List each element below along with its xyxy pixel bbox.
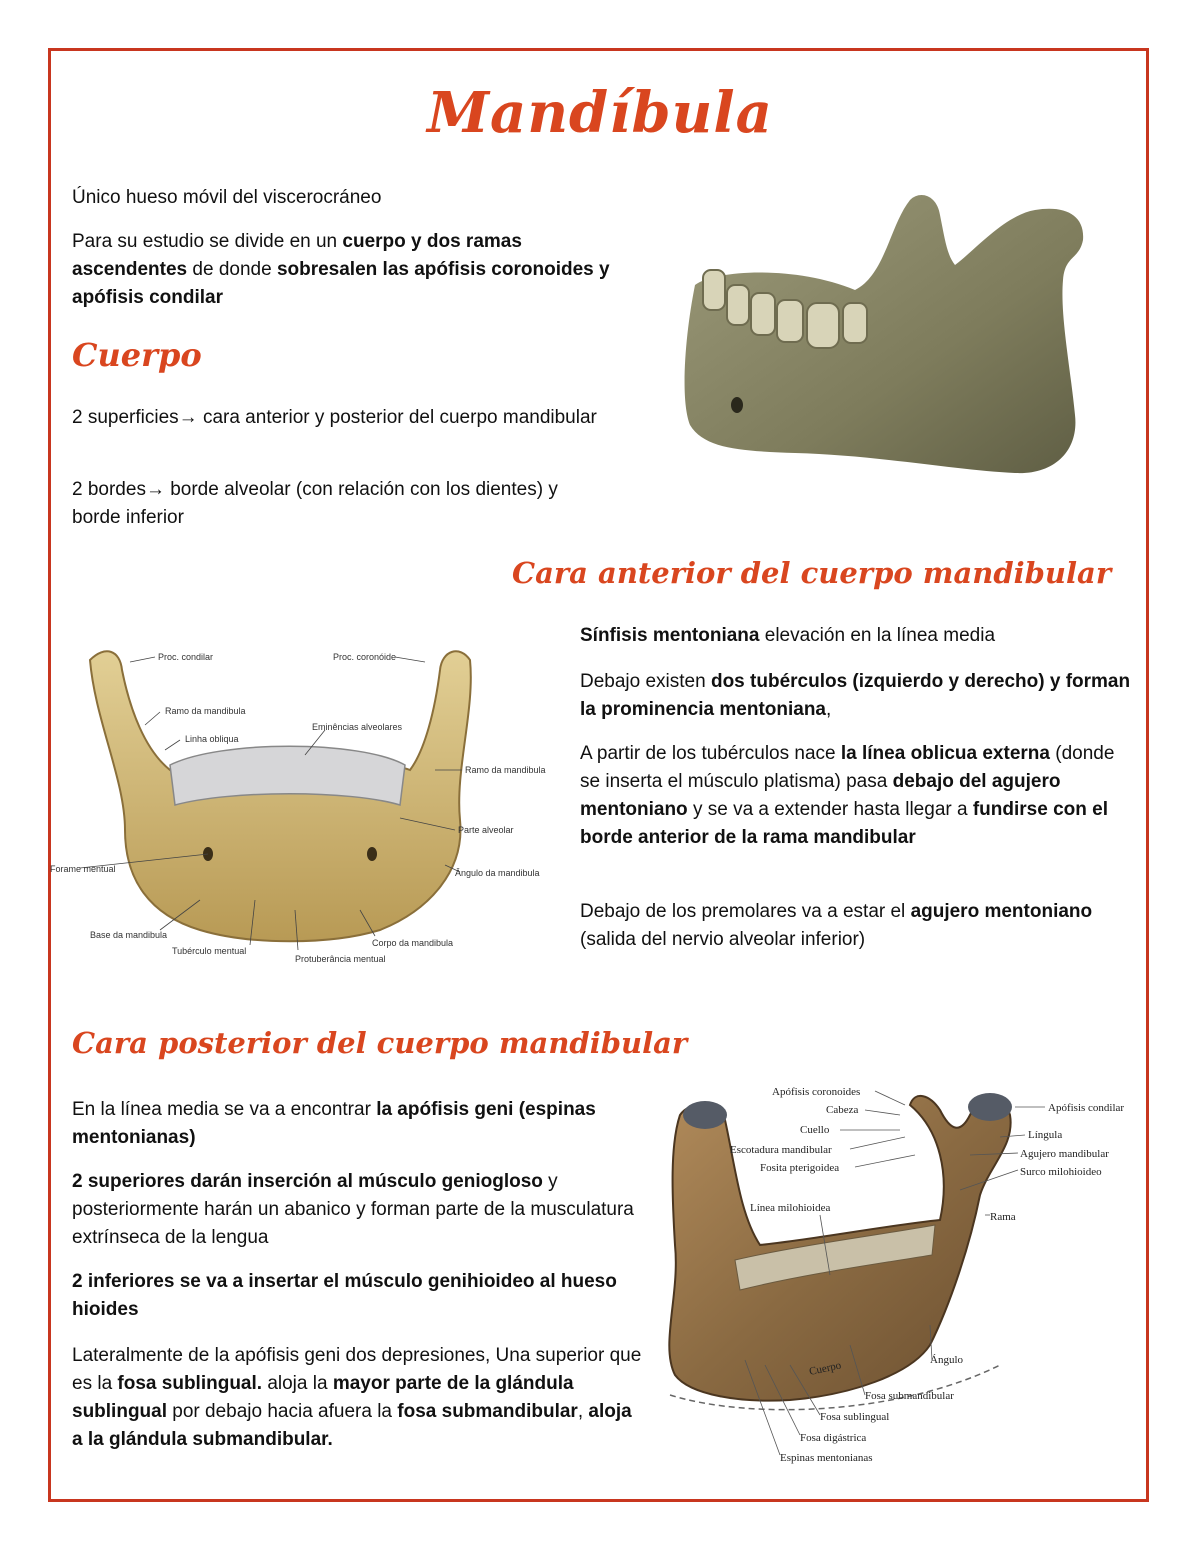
label-fosa-sublingual: Fosa sublingual	[820, 1411, 890, 1423]
label-cuerpo: Cuerpo	[808, 1359, 843, 1378]
text-run: fosa sublingual.	[117, 1373, 263, 1394]
label-angulo: Ângulo da mandibula	[455, 868, 540, 878]
label-parte-alveolar: Parte alveolar	[458, 825, 514, 835]
label-tuberculo: Tubérculo mentual	[172, 946, 247, 956]
text-run: fundirse con el borde anterior de la rama mandibular	[580, 799, 1108, 848]
text-run: agujero mentoniano	[910, 901, 1093, 922]
label-angulo: Ángulo	[930, 1354, 963, 1366]
text-run: aloja a la glándula submandibular.	[72, 1401, 632, 1450]
cuerpo-superficies: 2 superficies→ cara anterior y posterior del cuerpo mandibular	[72, 407, 597, 428]
text-run: 2 inferiores se va a insertar el músculo genihioideo al hueso hioides	[72, 1271, 617, 1320]
cuerpo-bordes: 2 bordes→ borde alveolar (con relación con los dientes) y borde inferior	[72, 479, 558, 528]
label-proc-coronoide: Proc. coronóide	[333, 652, 397, 662]
label-eminencias: Eminências alveolares	[312, 722, 403, 732]
mandible-anterior-diagram	[50, 630, 550, 970]
label-ramo: Ramo da mandibula	[165, 706, 246, 716]
text-run: ,	[577, 1401, 589, 1422]
label-agujero: Agujero mandibular	[1020, 1148, 1109, 1160]
label-rama: Rama	[990, 1211, 1016, 1223]
posterior-apofisis-geni	[72, 1096, 642, 1152]
label-forame: Forame mentual	[50, 864, 116, 874]
text-run: Debajo de los premolares va a estar el	[580, 901, 911, 922]
intro-text: Único hueso móvil del viscerocráneo	[72, 187, 382, 208]
label-escotadura: Escotadura mandibular	[730, 1144, 832, 1156]
section-heading-cara-posterior: Cara posterior del cuerpo mandibular	[72, 1026, 688, 1060]
label-protuberancia: Protuberância mentual	[295, 954, 386, 964]
mandible-photo	[675, 185, 1095, 485]
mandible-posterior-diagram	[650, 1075, 1140, 1485]
text-run: y posteriormente harán un abanico y forman parte de la musculatura extrínseca de la lengua	[72, 1171, 634, 1248]
anterior-tuberculos	[580, 668, 1140, 724]
section-heading-cuerpo: Cuerpo	[72, 336, 202, 374]
text-run: por debajo hacia afuera la	[167, 1401, 398, 1422]
anterior-sinfisis	[580, 622, 1140, 650]
text-run: 2 superiores darán inserción al músculo geniogloso	[72, 1171, 543, 1192]
label-cabeza: Cabeza	[826, 1104, 859, 1116]
text-run: (donde se inserta el músculo platisma) pasa	[580, 743, 1115, 792]
text-run: (salida del nervio alveolar inferior)	[580, 929, 866, 950]
text-run: elevación en la línea media	[759, 625, 996, 646]
label-condilar: Apófisis condilar	[1048, 1102, 1125, 1114]
posterior-inferiores	[72, 1268, 642, 1324]
text-run: la apófisis geni (espinas mentonianas)	[72, 1099, 596, 1148]
text-run: ,	[826, 699, 832, 720]
label-lingula: Língula	[1028, 1129, 1063, 1141]
label-linha: Linha obliqua	[185, 734, 239, 744]
label-corpo: Corpo da mandibula	[372, 938, 454, 948]
text-run: de donde	[187, 259, 277, 280]
label-cuello: Cuello	[800, 1124, 830, 1136]
text-run: Debajo existen	[580, 671, 711, 692]
posterior-superiores	[72, 1168, 642, 1252]
label-surco: Surco milohioideo	[1020, 1166, 1102, 1178]
label-fosa-digastrica: Fosa digástrica	[800, 1432, 867, 1444]
text-run: debajo del agujero mentoniano	[580, 771, 1061, 820]
anterior-linea-oblicua	[580, 740, 1120, 852]
anterior-agujero	[580, 898, 1120, 954]
text-run: mayor parte de la glándula sublingual	[72, 1373, 574, 1422]
label-linea: Línea milohioidea	[750, 1202, 831, 1214]
text-run: aloja la	[262, 1373, 333, 1394]
text-run: fosa submandibular	[397, 1401, 578, 1422]
text-run: la línea oblicua externa	[840, 743, 1050, 764]
text-run: cuerpo y dos ramas ascendentes	[72, 231, 522, 280]
text-run: sobresalen las apófisis coronoides y apófisis condilar	[72, 259, 610, 308]
label-espinas: Espinas mentonianas	[780, 1452, 873, 1464]
text-run: Para su estudio se divide en un	[72, 231, 343, 252]
section-heading-cara-anterior: Cara anterior del cuerpo mandibular	[512, 556, 1112, 590]
label-fosa-submandibular: Fosa submandibular	[865, 1390, 954, 1402]
text-run: dos tubérculos (izquierdo y derecho) y forman la prominencia mentoniana	[580, 671, 1131, 720]
text-run: Sínfisis mentoniana	[580, 625, 760, 646]
posterior-depresiones	[72, 1342, 642, 1454]
text-run: y se va a extender hasta llegar a	[687, 799, 973, 820]
page-title: Mandíbula	[427, 80, 773, 146]
text-run: Lateralmente de la apófisis geni dos depresiones, Una superior que es la	[72, 1345, 642, 1394]
intro-division-text	[72, 228, 632, 312]
label-coronoides: Apófisis coronoides	[772, 1086, 861, 1098]
label-proc-condilar: Proc. condilar	[158, 652, 214, 662]
label-ramo-2: Ramo da mandibula	[465, 765, 546, 775]
text-run: En la línea media se va a encontrar	[72, 1099, 377, 1120]
label-base: Base da mandibula	[90, 930, 168, 940]
label-fosita: Fosita pterigoidea	[760, 1162, 840, 1174]
text-run: A partir de los tubérculos nace	[580, 743, 841, 764]
